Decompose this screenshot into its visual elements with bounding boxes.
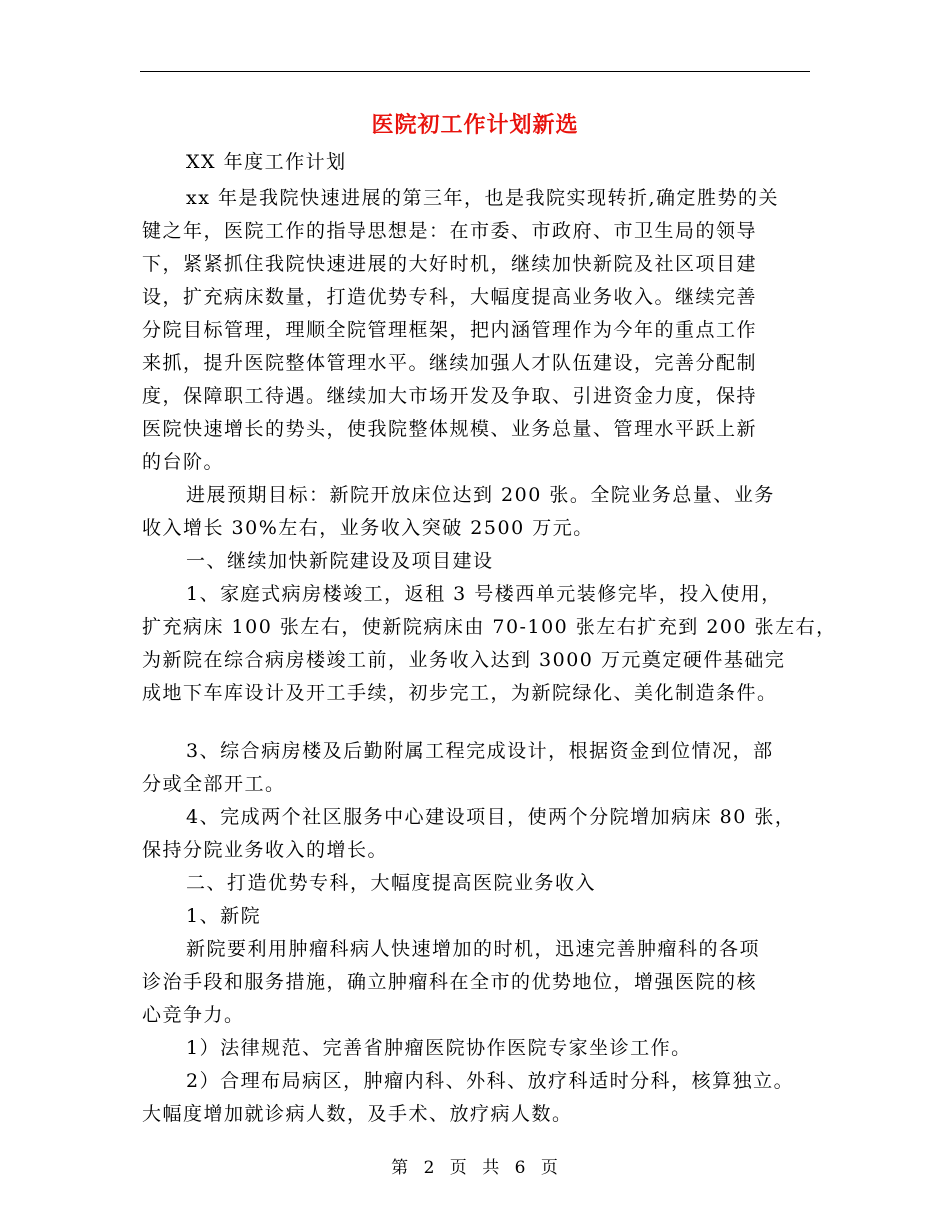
paragraph-line: 下，紧紧抓住我院快速进展的大好时机，继续加快新院及社区项目建 (142, 253, 758, 275)
paragraph-line: 键之年，医院工作的指导思想是：在市委、市政府、市卫生局的领导 (142, 220, 758, 242)
paragraph-line: xx 年是我院快速进展的第三年，也是我院实现转折,确定胜势的关 (186, 187, 780, 209)
paragraph-line: 的台阶。 (142, 451, 225, 473)
paragraph-line: 进展预期目标：新院开放床位达到 200 张。全院业务总量、业务 (186, 484, 775, 506)
paragraph-line: 诊治手段和服务措施，确立肿瘤科在全市的优势地位，增强医院的核 (142, 971, 758, 993)
paragraph-line: 保持分院业务收入的增长。 (142, 839, 389, 861)
paragraph-line: 1、家庭式病房楼竣工，返租 3 号楼西单元装修完毕，投入使用， (186, 583, 782, 605)
header-rule (140, 71, 810, 72)
paragraph-line: 心竞争力。 (142, 1004, 245, 1026)
paragraph-line: 4、完成两个社区服务中心建设项目，使两个分院增加病床 80 张， (186, 806, 796, 828)
paragraph-line: 度，保障职工待遇。继续加大市场开发及争取、引进资金力度，保持 (142, 385, 758, 407)
paragraph-line: 扩充病床 100 张左右，使新院病床由 70-100 张左右扩充到 200 张左右， (142, 616, 837, 638)
paragraph-line: 大幅度增加就诊病人数，及手术、放疗病人数。 (142, 1103, 573, 1125)
paragraph-line: 收入增长 30%左右，业务收入突破 2500 万元。 (142, 517, 594, 539)
section-heading-1: 一、继续加快新院建设及项目建设 (186, 550, 494, 572)
paragraph-line: 成地下车库设计及开工手续，初步完工，为新院绿化、美化制造条件。 (142, 682, 778, 704)
paragraph-line: 分或全部开工。 (142, 773, 286, 795)
subsection-heading: 1、新院 (186, 905, 262, 927)
list-item: 1）法律规范、完善省肿瘤医院协作医院专家坐诊工作。 (186, 1037, 692, 1059)
paragraph-line: 分院目标管理，理顺全院管理框架，把内涵管理作为今年的重点工作 (142, 319, 758, 341)
page-number: 第 2 页 共 6 页 (391, 1158, 559, 1178)
list-item: 2）合理布局病区，肿瘤内科、外科、放疗科适时分科，核算独立。 (186, 1070, 795, 1092)
paragraph-line: 设，扩充病床数量，打造优势专科，大幅度提高业务收入。继续完善 (142, 286, 758, 308)
section-heading-2: 二、打造优势专科，大幅度提高医院业务收入 (186, 872, 597, 894)
paragraph-line: 来抓，提升医院整体管理水平。继续加强人才队伍建设，完善分配制 (142, 352, 758, 374)
document-title: 医院初工作计划新选 (371, 112, 579, 138)
paragraph-line: 3、综合病房楼及后勤附属工程完成设计，根据资金到位情况，部 (186, 740, 774, 762)
paragraph-line: 医院快速增长的势头，使我院整体规模、业务总量、管理水平跃上新 (142, 418, 758, 440)
paragraph-line: 为新院在综合病房楼竣工前，业务收入达到 3000 万元奠定硬件基础完 (142, 649, 786, 671)
paragraph-line: 新院要利用肿瘤科病人快速增加的时机，迅速完善肿瘤科的各项 (186, 938, 761, 960)
section-heading-annual-plan: XX 年度工作计划 (186, 151, 347, 173)
